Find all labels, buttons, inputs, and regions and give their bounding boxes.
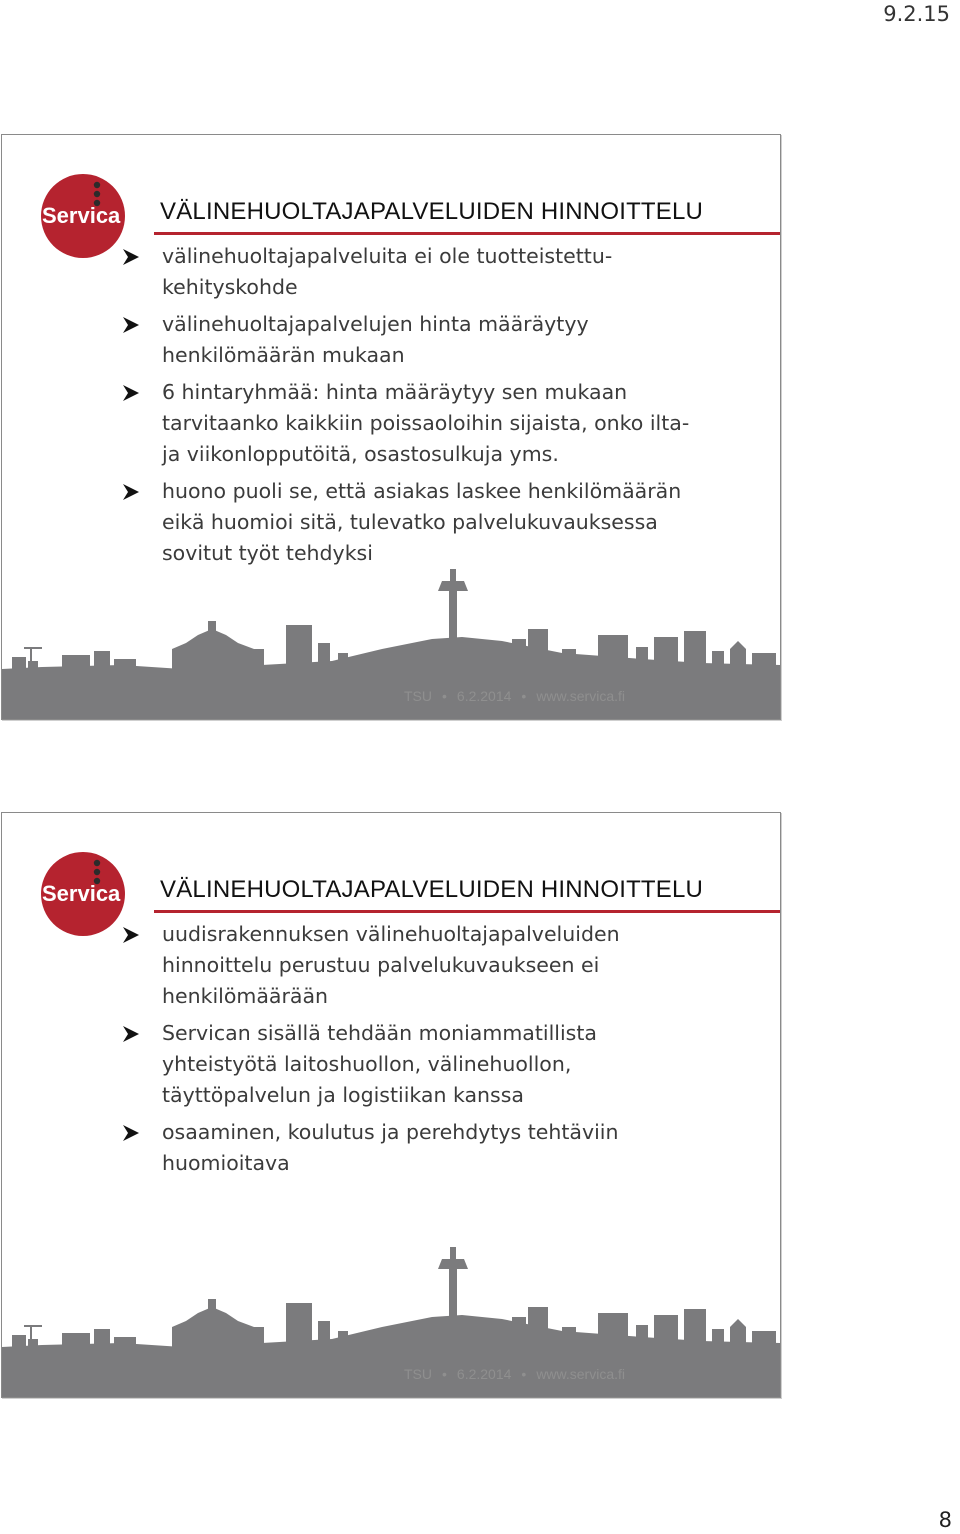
bullet-line: huomioitava — [162, 1151, 290, 1175]
page-date: 9.2.15 — [883, 2, 950, 26]
list-item — [120, 1117, 740, 1179]
slide-footer — [404, 1366, 625, 1382]
slide-2 — [1, 812, 781, 1398]
page-number: 8 — [938, 1508, 952, 1532]
bullet-list — [120, 241, 740, 575]
bullet-line: henkilömäärän mukaan — [162, 343, 405, 367]
bullet-line: 6 hintaryhmää: hinta määräytyy sen mukaan — [162, 380, 628, 404]
footer-date: 6.2.2014 — [456, 688, 512, 704]
slide-footer — [404, 688, 625, 704]
bullet-line: henkilömäärään — [162, 984, 329, 1008]
slide-title: VÄLINEHUOLTAJAPALVELUIDEN HINNOITTELU — [160, 876, 704, 903]
bullet-line: kehityskohde — [162, 275, 298, 299]
city-skyline-illustration — [2, 1247, 780, 1397]
slide-title: VÄLINEHUOLTAJAPALVELUIDEN HINNOITTELU — [160, 198, 704, 225]
title-divider — [154, 232, 780, 235]
servica-logo — [40, 851, 126, 937]
slide-1 — [1, 134, 781, 720]
bullet-line: sovitut työt tehdyksi — [162, 541, 373, 565]
footer-org: TSU — [404, 1366, 432, 1382]
logo-wordmark: Servica — [42, 881, 121, 906]
bullet-list — [120, 919, 740, 1185]
footer-separator: • — [521, 1366, 527, 1382]
servica-logo — [40, 173, 126, 259]
bullet-line: Servican sisällä tehdään moniammatillista — [162, 1021, 597, 1045]
bullet-line: välinehuoltajapalveluita ei ole tuotteistettu- — [162, 244, 613, 268]
footer-date: 6.2.2014 — [456, 1366, 512, 1382]
bullet-line: tarvitaanko kaikkiin poissaoloihin sijaista, onko ilta- — [162, 411, 690, 435]
bullet-line: yhteistyötä laitoshuollon, välinehuollon, — [162, 1052, 572, 1076]
city-skyline-illustration — [2, 569, 780, 719]
bullet-line: uudisrakennuksen välinehuoltajapalveluiden — [162, 922, 620, 946]
arrow-bullet-icon — [120, 1123, 142, 1143]
footer-separator: • — [521, 688, 527, 704]
bullet-line: osaaminen, koulutus ja perehdytys tehtäviin — [162, 1120, 619, 1144]
arrow-bullet-icon — [120, 482, 142, 502]
arrow-bullet-icon — [120, 1024, 142, 1044]
list-item — [120, 309, 740, 371]
bullet-line: välinehuoltajapalvelujen hinta määräytyy — [162, 312, 589, 336]
list-item — [120, 1018, 740, 1111]
arrow-bullet-icon — [120, 315, 142, 335]
bullet-line: ja viikonlopputöitä, osastosulkuja yms. — [162, 442, 559, 466]
bullet-line: täyttöpalvelun ja logistiikan kanssa — [162, 1083, 524, 1107]
arrow-bullet-icon — [120, 925, 142, 945]
list-item — [120, 476, 740, 569]
footer-url[interactable]: www.servica.fi — [536, 1366, 625, 1382]
title-divider — [154, 910, 780, 913]
bullet-line: hinnoittelu perustuu palvelukuvaukseen ei — [162, 953, 600, 977]
arrow-bullet-icon — [120, 247, 142, 267]
footer-separator: • — [442, 1366, 447, 1382]
footer-url[interactable]: www.servica.fi — [536, 688, 625, 704]
list-item — [120, 919, 740, 1012]
logo-wordmark: Servica — [42, 203, 121, 228]
arrow-bullet-icon — [120, 383, 142, 403]
footer-separator: • — [442, 688, 447, 704]
footer-org: TSU — [404, 688, 432, 704]
bullet-line: eikä huomioi sitä, tulevatko palvelukuvauksessa — [162, 510, 658, 534]
list-item — [120, 377, 740, 470]
bullet-line: huono puoli se, että asiakas laskee henkilömäärän — [162, 479, 682, 503]
list-item — [120, 241, 740, 303]
